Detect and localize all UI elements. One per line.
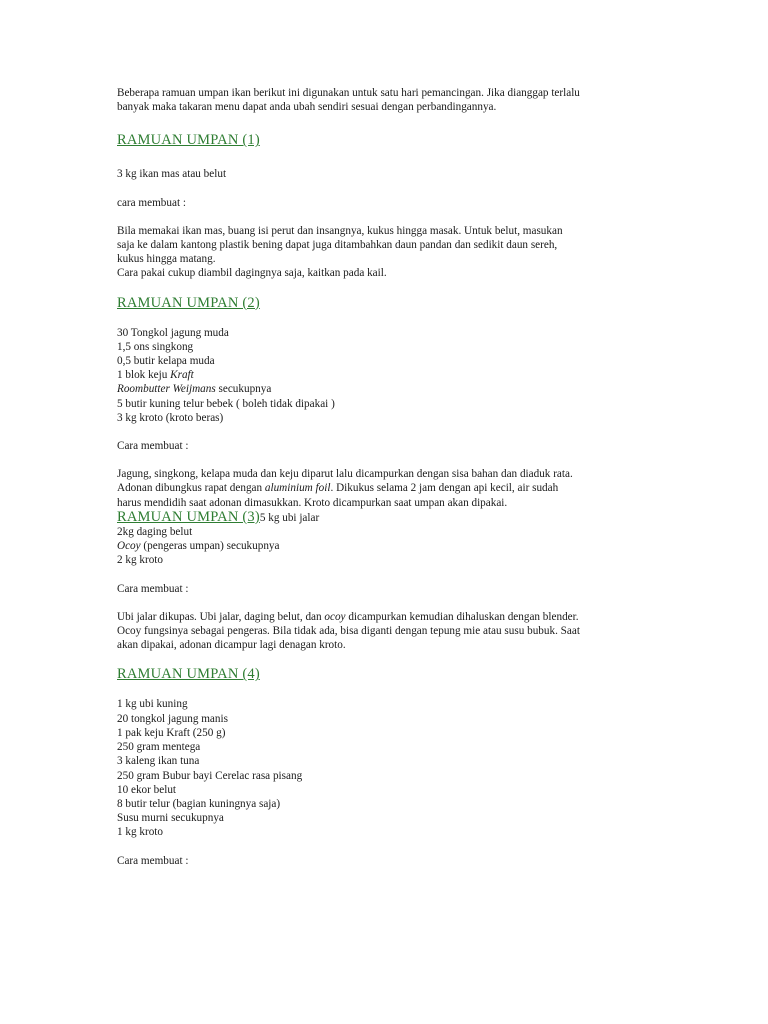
section-heading-4: RAMUAN UMPAN (4) [117, 666, 260, 683]
step-line [117, 610, 662, 624]
intro-line: Beberapa ramuan umpan ikan berikut ini digunakan untuk satu hari pemancingan. Jika dianggap terlalu [117, 87, 580, 99]
section-3-first-line [117, 510, 662, 525]
ingredient-name: Ocoy [117, 540, 141, 553]
material-name: aluminium foil [264, 482, 331, 495]
ingredient-item [117, 539, 662, 553]
ingredient-text: 1 blok keju [117, 369, 171, 382]
brand-name: Roombutter Weijmans [117, 383, 216, 396]
step-text: Adonan dibungkus rapat dengan [117, 482, 265, 495]
intro-line: banyak maka takaran menu dapat anda ubah sendiri sesuai dengan perbandingannya. [117, 101, 497, 114]
ingredient-item: 5 butir kuning telur bebek ( boleh tidak dipakai ) [117, 397, 335, 410]
cara-membuat-label: Cara membuat : [117, 854, 189, 867]
ingredient-item: Susu murni secukupnya [117, 812, 224, 825]
brand-name: Kraft [170, 369, 194, 382]
ingredient-item: 3 kaleng ikan tuna [117, 755, 200, 768]
cara-membuat-label: Cara membuat : [117, 440, 189, 453]
intro-paragraph [117, 86, 662, 114]
ingredient-item [117, 368, 662, 382]
ingredient-item: 2kg daging belut [117, 526, 193, 539]
ingredient-item: 1 kg ubi kuning [117, 698, 188, 711]
step-line: Bila memakai ikan mas, buang isi perut dan insangnya, kukus hingga masak. Untuk belut, masukan [117, 224, 563, 237]
ingredient-item: 1 pak keju Kraft (250 g) [117, 726, 226, 739]
section-heading-2: RAMUAN UMPAN (2) [117, 294, 260, 311]
document-page [117, 86, 662, 868]
ingredient-item: 1,5 ons singkong [117, 340, 194, 353]
ingredient-text: 5 kg ubi jalar [259, 511, 320, 524]
section-heading-1: RAMUAN UMPAN (1) [117, 132, 260, 149]
ingredient-item: 10 ekor belut [117, 783, 177, 796]
ingredient-item: 3 kg ikan mas atau belut [117, 168, 227, 181]
ingredient-item [117, 382, 662, 396]
ingredient-item: 250 gram Bubur bayi Cerelac rasa pisang [117, 769, 303, 782]
step-line: Ocoy fungsinya sebagai pengeras. Bila tidak ada, bisa diganti dengan tepung mie atau susu bubuk. Saat [117, 625, 580, 638]
step-line: Jagung, singkong, kelapa muda dan keju diparut lalu dicampurkan dengan sisa bahan dan diaduk rata. [117, 468, 573, 481]
step-text: Ubi jalar dikupas. Ubi jalar, daging belut, dan [117, 610, 325, 623]
section-heading-3: RAMUAN UMPAN (3) [117, 508, 260, 525]
ingredient-text: secukupnya [215, 383, 272, 396]
ingredient-item: 0,5 butir kelapa muda [117, 355, 215, 368]
ingredient-name: ocoy [324, 610, 346, 623]
step-text: . Dikukus selama 2 jam dengan api kecil, air sudah [330, 482, 559, 495]
ingredient-item: 1 kg kroto [117, 826, 163, 839]
cara-membuat-label: cara membuat : [117, 196, 186, 209]
step-line: saja ke dalam kantong plastik bening dapat juga ditambahkan daun pandan dan sedikit daun sereh, [117, 239, 558, 252]
step-line [117, 481, 662, 495]
step-line: Cara pakai cukup diambil dagingnya saja, kaitkan pada kail. [117, 267, 387, 280]
ingredient-item: 30 Tongkol jagung muda [117, 326, 229, 339]
ingredient-item: 8 butir telur (bagian kuningnya saja) [117, 797, 281, 810]
ingredient-item: 250 gram mentega [117, 741, 201, 754]
ingredient-item: 20 tongkol jagung manis [117, 712, 228, 725]
cara-membuat-label: Cara membuat : [117, 582, 189, 595]
ingredient-item: 3 kg kroto (kroto beras) [117, 411, 224, 424]
ingredient-item: 2 kg kroto [117, 554, 163, 567]
ingredient-text: (pengeras umpan) secukupnya [140, 540, 280, 553]
step-line: harus mendidih saat adonan dimasukkan. Kroto dicampurkan saat umpan akan dipakai. [117, 496, 508, 509]
step-line: akan dipakai, adonan dicampur lagi denagan kroto. [117, 639, 346, 652]
step-line: kukus hingga matang. [117, 253, 216, 266]
step-text: dicampurkan kemudian dihaluskan dengan blender. [345, 610, 579, 623]
